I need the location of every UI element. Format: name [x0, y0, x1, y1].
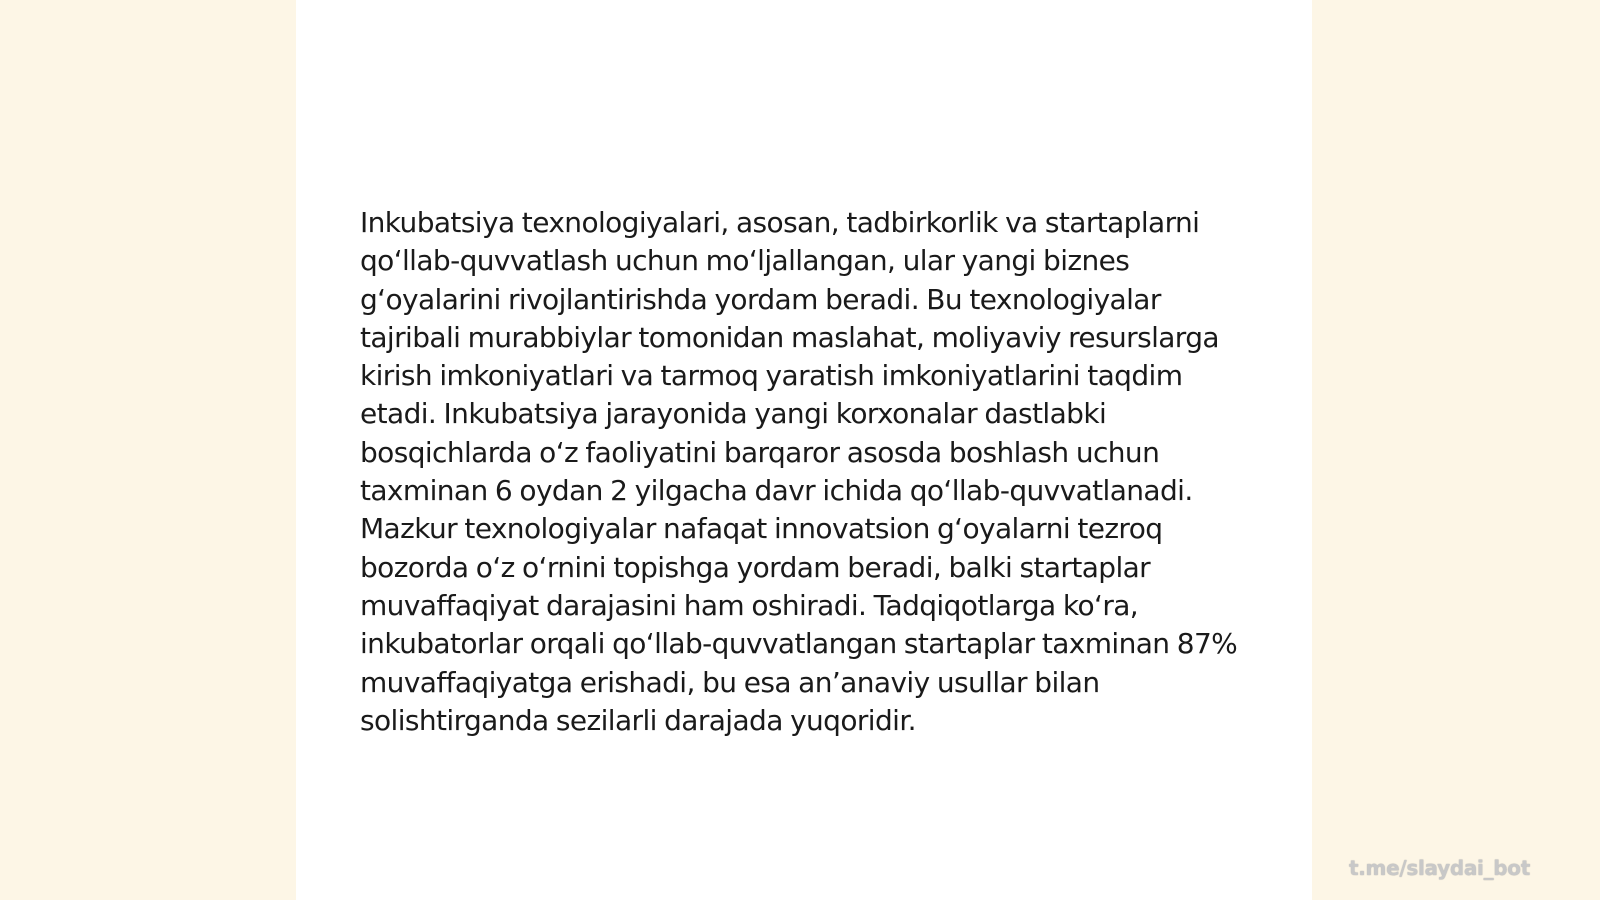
- watermark-text: t.me/slaydai_bot: [1348, 856, 1530, 880]
- slide-page: [296, 0, 1312, 900]
- right-background-panel: [1312, 0, 1600, 900]
- left-background-panel: [0, 0, 296, 900]
- body-paragraph: Inkubatsiya texnologiyalari, asosan, tadbirkorlik va startaplarni qo‘llab-quvvatlash uchun mo‘ljallangan, ular yangi biznes g‘oyalarini rivojlantirishda yordam beradi. Bu texnologiyalar tajribali murabbiylar tomonidan maslahat, moliyaviy resurslarga kirish imkoniyatlari va tarmoq yaratish imkoniyatlarini taqdim etadi. Inkubatsiya jarayonida yangi korxonalar dastlabki bosqichlarda o‘z faoliyatini barqaror asosda boshlash uchun taxminan 6 oydan 2 yilgacha davr ichida qo‘llab-quvvatlanadi. Mazkur texnologiyalar nafaqat innovatsion g‘oyalarni tezroq bozorda o‘z o‘rnini topishga yordam beradi, balki startaplar muvaffaqiyat darajasini ham oshiradi. Tadqiqotlarga ko‘ra, inkubatorlar orqali qo‘llab-quvvatlangan startaplar taxminan 87% muvaffaqiyatga erishadi, bu esa an’anaviy usullar bilan solishtirganda sezilarli darajada yuqoridir.: [360, 206, 1238, 737]
